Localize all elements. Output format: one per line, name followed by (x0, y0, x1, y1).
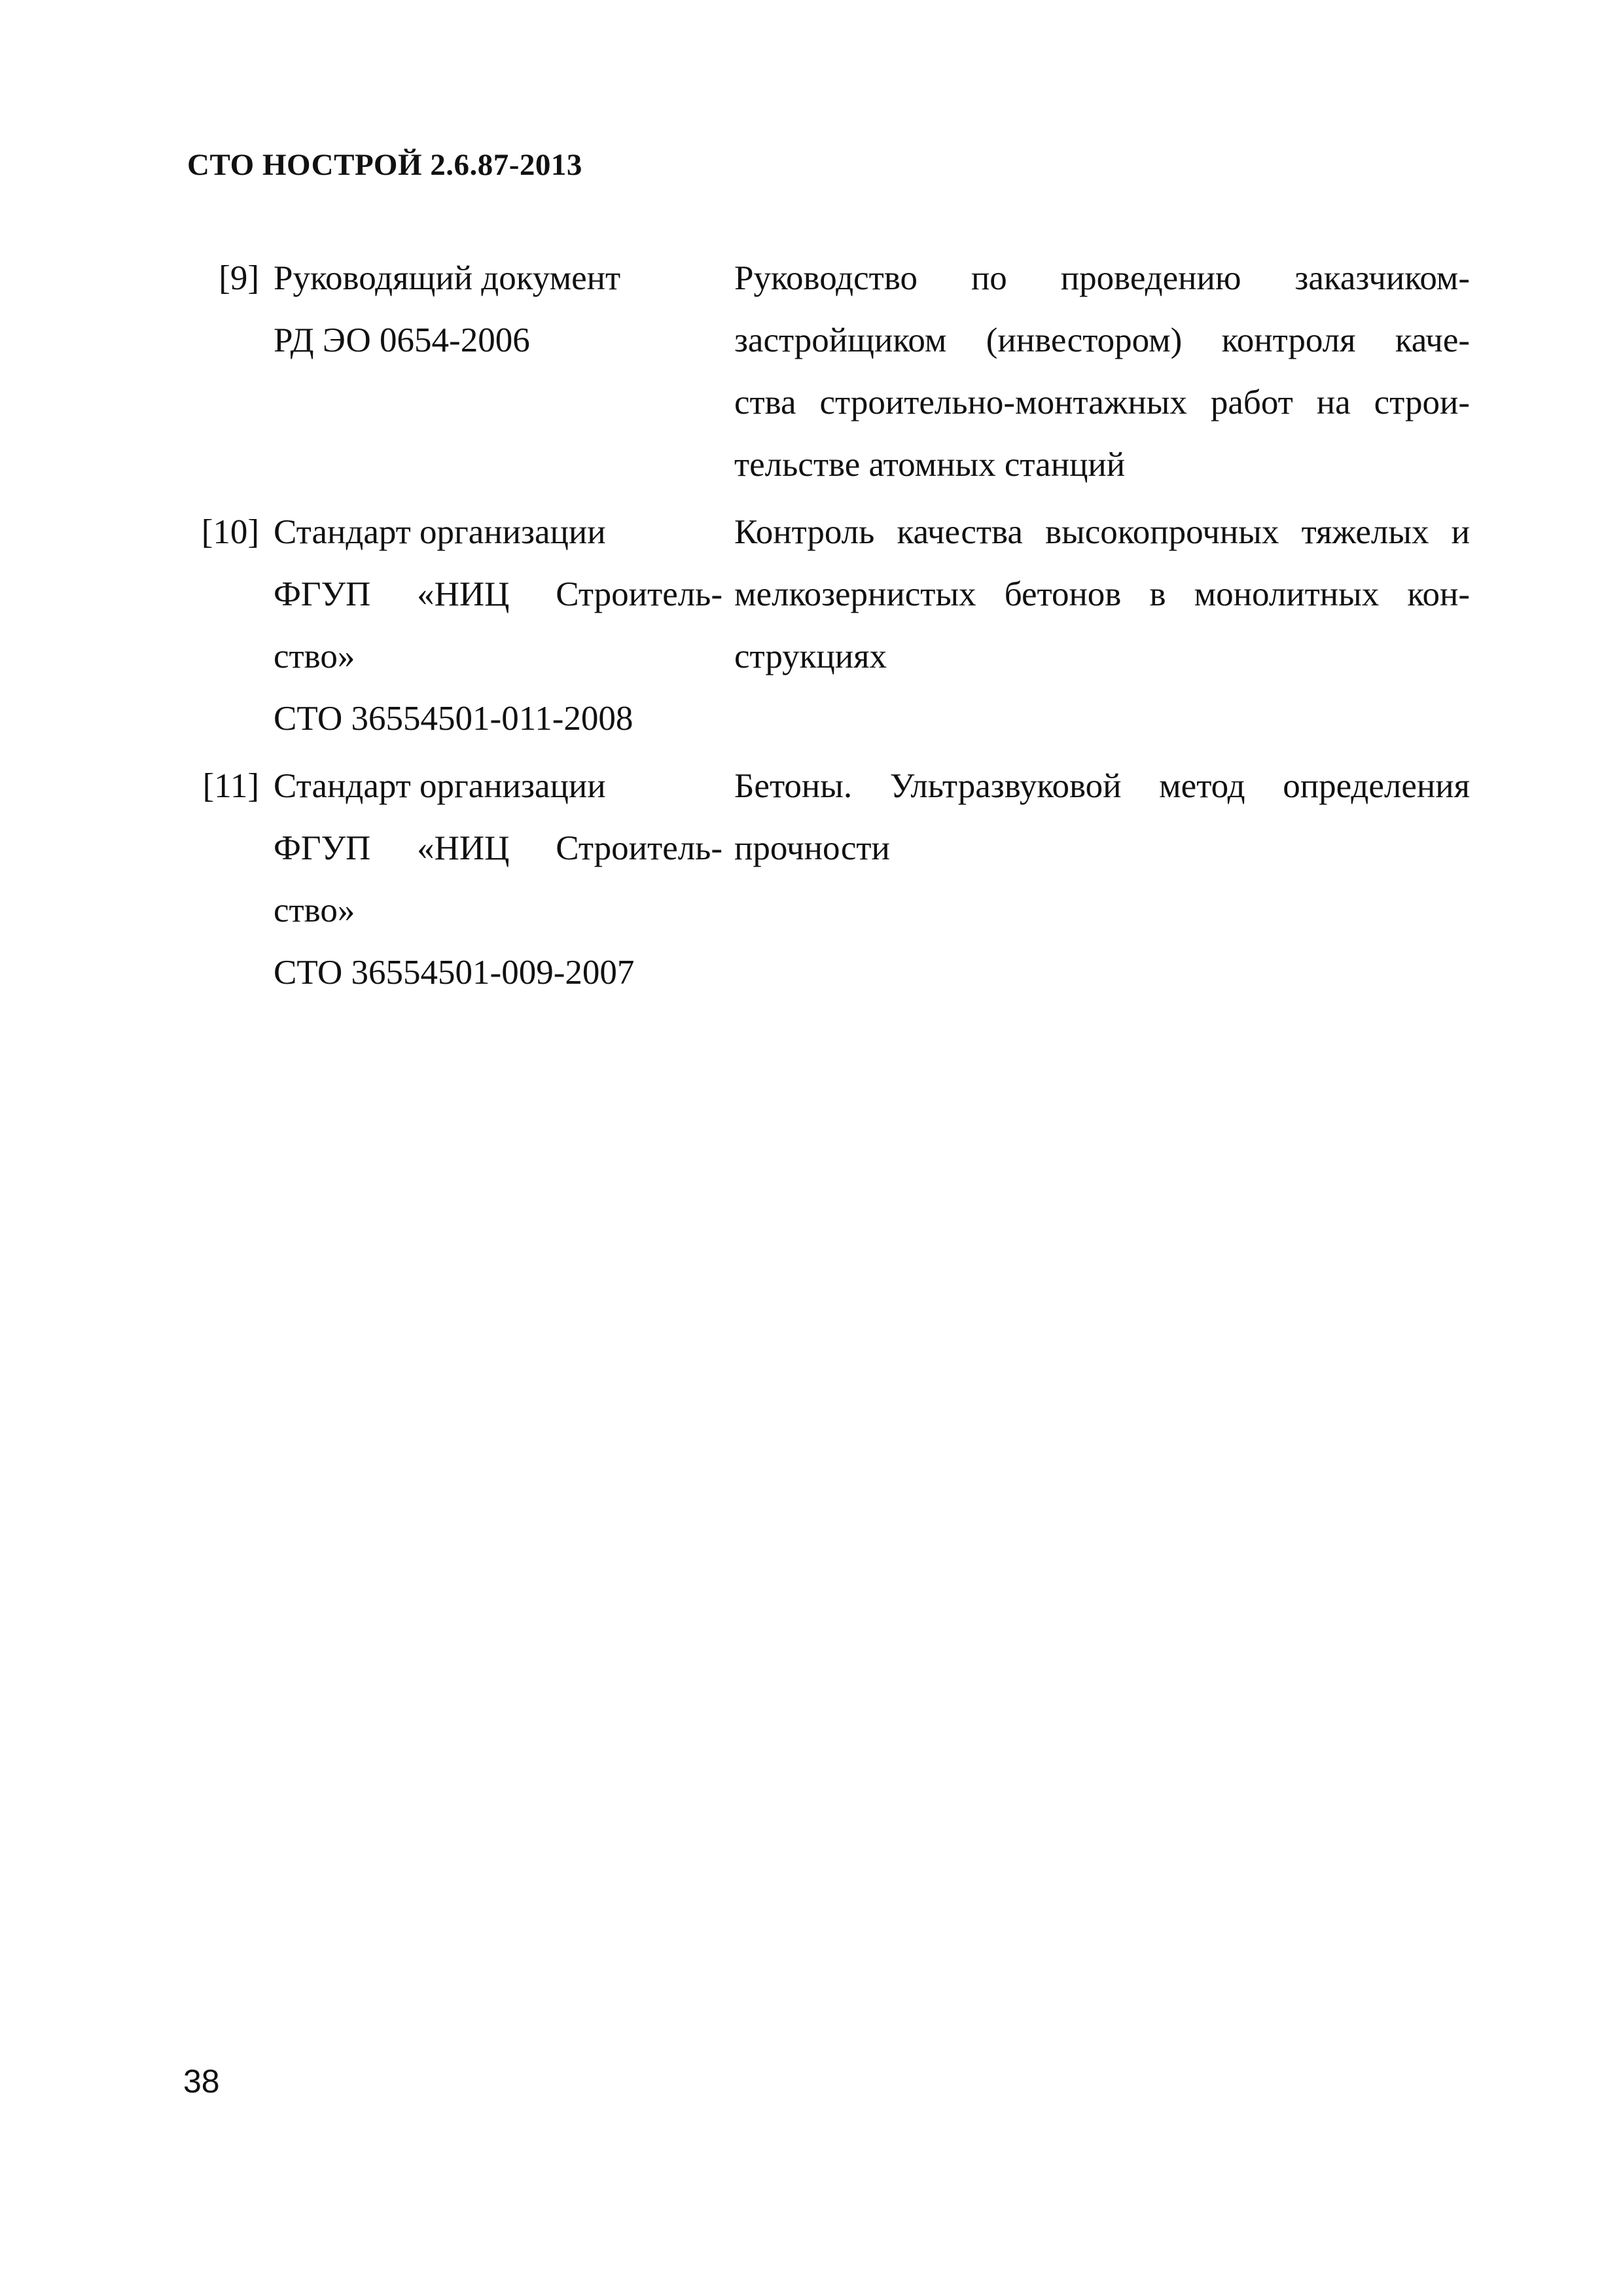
reference-title-line: струкциях (734, 637, 887, 675)
reference-title-line: Бетоны. Ультразвуковой метод определения (734, 767, 1470, 805)
reference-title-line: прочности (734, 829, 890, 867)
reference-source-line: ФГУП «НИЦ Строитель- (274, 575, 722, 613)
reference-item (187, 501, 1470, 750)
reference-title-line: тельстве атомных станций (734, 446, 1126, 484)
reference-title-line: Руководство по проведению заказчиком- (734, 259, 1470, 297)
reference-source-line: ство» (274, 637, 355, 675)
document-code-header: СТО НОСТРОЙ 2.6.87-2013 (187, 148, 582, 182)
reference-title-line: ства строительно-монтажных работ на строи- (734, 384, 1470, 422)
reference-source (274, 755, 734, 1004)
page-number: 38 (183, 2063, 220, 2100)
reference-source-line: Руководящий документ (274, 259, 621, 297)
reference-source-line: Стандарт организации (274, 767, 606, 805)
reference-title (734, 501, 1470, 688)
reference-title-line: мелкозернистых бетонов в монолитных кон- (734, 575, 1470, 613)
reference-item (187, 755, 1470, 1004)
reference-title-line: Контроль качества высокопрочных тяжелых и (734, 513, 1470, 551)
reference-number: [11] (202, 767, 259, 805)
reference-number: [9] (219, 259, 259, 297)
reference-number: [10] (201, 513, 259, 551)
reference-source-line: Стандарт организации (274, 513, 606, 551)
references-list (187, 247, 1470, 1009)
reference-source (274, 501, 734, 750)
reference-title (734, 755, 1470, 880)
reference-source (274, 247, 734, 372)
reference-source-line: СТО 36554501-011-2008 (274, 700, 633, 738)
reference-title-line: застройщиком (инвестором) контроля каче- (734, 321, 1470, 359)
reference-item (187, 247, 1470, 496)
reference-source-line: ФГУП «НИЦ Строитель- (274, 829, 722, 867)
reference-title (734, 247, 1470, 496)
reference-source-line: РД ЭО 0654-2006 (274, 321, 530, 359)
reference-source-line: ство» (274, 891, 355, 929)
reference-source-line: СТО 36554501-009-2007 (274, 954, 635, 992)
